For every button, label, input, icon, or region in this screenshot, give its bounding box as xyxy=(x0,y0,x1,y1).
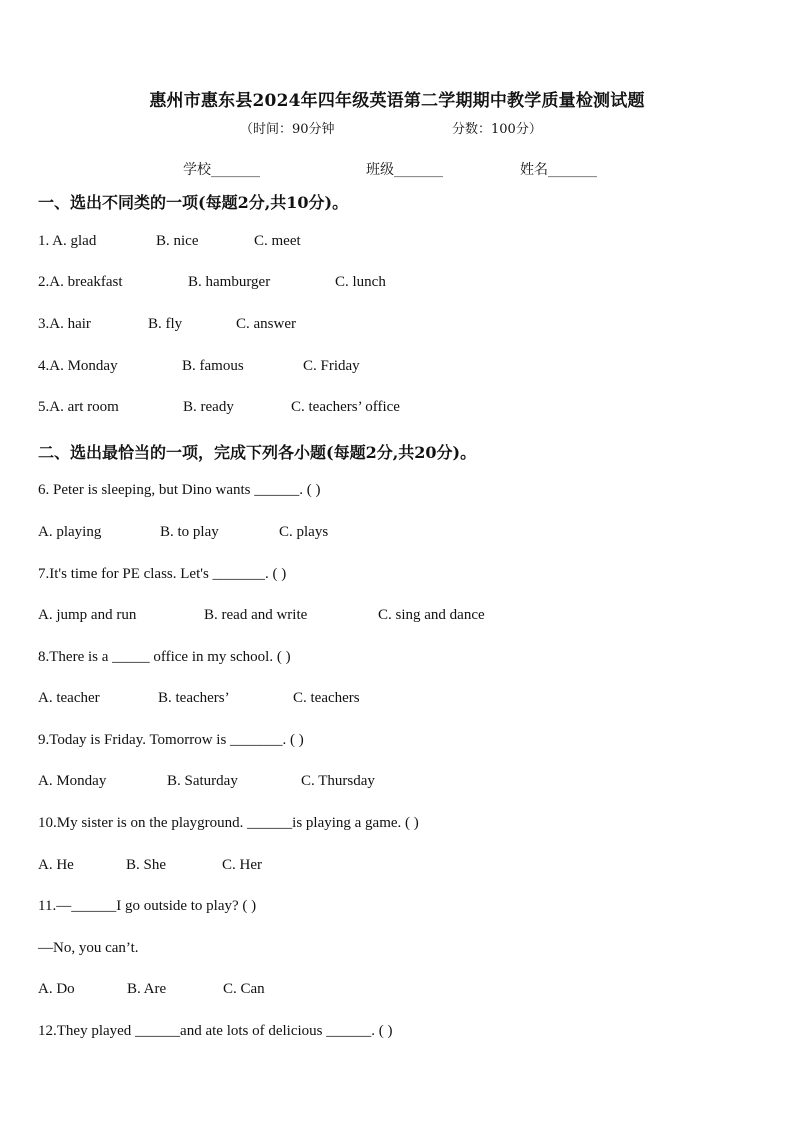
q3-option-a: 3.A. hair xyxy=(38,316,91,332)
q7-option-b: B. read and write xyxy=(204,607,308,623)
exam-title: 惠州市惠东县2024年四年级英语第二学期期中教学质量检测试题 xyxy=(149,91,645,111)
q1-option-a: 1. A. glad xyxy=(38,233,97,249)
q9-option-c: C. Thursday xyxy=(301,773,375,789)
q2-option-b: B. hamburger xyxy=(188,274,271,290)
q6-option-b: B. to play xyxy=(160,524,219,540)
q4-option-a: 4.A. Monday xyxy=(38,358,118,374)
name-field[interactable]: 姓名_______ xyxy=(520,162,597,178)
q8-option-b: B. teachers’ xyxy=(158,690,230,706)
school-field[interactable]: 学校_______ xyxy=(183,162,260,178)
q7-option-c: C. sing and dance xyxy=(378,607,485,623)
question-12: 12.They played ______and ate lots of delicious ______. ( ) xyxy=(38,1023,393,1039)
question-11-reply: —No, you can’t. xyxy=(38,940,139,956)
q1-option-c: C. meet xyxy=(254,233,301,249)
q6-option-a: A. playing xyxy=(38,524,102,540)
q1-option-b: B. nice xyxy=(156,233,199,249)
question-7: 7.It's time for PE class. Let's _______. ( ) xyxy=(38,566,287,582)
q11-option-a: A. Do xyxy=(38,981,75,997)
q3-option-b: B. fly xyxy=(148,316,183,332)
section-2-heading: 二、选出最恰当的一项，完成下列各小题(每题2分,共20分)。 xyxy=(38,443,477,462)
q10-option-c: C. Her xyxy=(222,857,262,873)
q4-option-c: C. Friday xyxy=(303,358,360,374)
q4-option-b: B. famous xyxy=(182,358,244,374)
q9-option-a: A. Monday xyxy=(38,773,107,789)
exam-time: （时间：90分钟 xyxy=(240,122,335,137)
section-1-heading: 一、选出不同类的一项(每题2分,共10分)。 xyxy=(38,193,349,212)
q8-option-c: C. teachers xyxy=(293,690,360,706)
q9-option-b: B. Saturday xyxy=(167,773,238,789)
q11-option-c: C. Can xyxy=(223,981,265,997)
q7-option-a: A. jump and run xyxy=(38,607,137,623)
q2-option-a: 2.A. breakfast xyxy=(38,274,123,290)
q11-option-b: B. Are xyxy=(127,981,167,997)
question-10: 10.My sister is on the playground. ______is playing a game. ( ) xyxy=(38,815,419,831)
q10-option-b: B. She xyxy=(126,857,167,873)
q5-option-c: C. teachers’ office xyxy=(291,399,400,415)
q8-option-a: A. teacher xyxy=(38,690,100,706)
class-field[interactable]: 班级_______ xyxy=(366,162,443,178)
question-6: 6. Peter is sleeping, but Dino wants ______. ( ) xyxy=(38,482,321,498)
q5-option-a: 5.A. art room xyxy=(38,399,119,415)
q2-option-c: C. lunch xyxy=(335,274,386,290)
q6-option-c: C. plays xyxy=(279,524,329,540)
question-8: 8.There is a _____ office in my school. ( ) xyxy=(38,649,291,665)
q3-option-c: C. answer xyxy=(236,316,296,332)
exam-score: 分数：100分） xyxy=(452,122,542,137)
q10-option-a: A. He xyxy=(38,857,74,873)
question-9: 9.Today is Friday. Tomorrow is _______. ( ) xyxy=(38,732,304,748)
question-11: 11.—______I go outside to play? ( ) xyxy=(38,898,257,914)
q5-option-b: B. ready xyxy=(183,399,234,415)
